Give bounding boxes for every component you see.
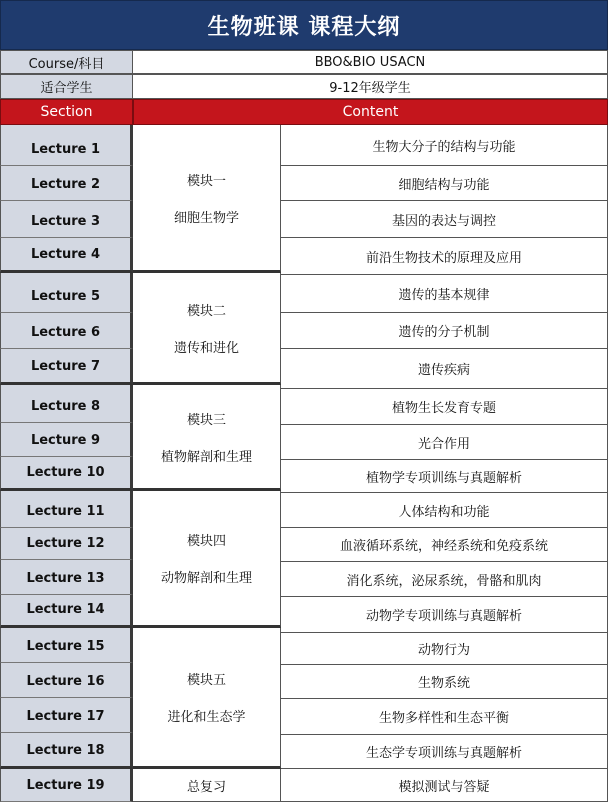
lecture-cell: Lecture 12	[0, 528, 133, 560]
module-name: 模块四	[186, 534, 226, 549]
students-label: 适合学生	[0, 74, 133, 99]
module-subject: 植物解剖和生理	[160, 449, 252, 465]
course-label: Course/科目	[0, 50, 133, 74]
lecture-cell: Lecture 6	[0, 313, 133, 349]
lecture-cell: Lecture 17	[0, 698, 133, 733]
module-cell	[133, 273, 281, 385]
lecture-cell: Lecture 16	[0, 663, 133, 698]
module-subject: 遗传和进化	[173, 340, 239, 356]
module-subject: 细胞生物学	[173, 210, 239, 226]
content-cell: 生态学专项训练与真题解析	[281, 735, 608, 769]
content-cell: 生物系统	[281, 665, 608, 699]
lecture-cell: Lecture 9	[0, 423, 133, 457]
page-title: 生物班课 课程大纲	[0, 0, 608, 50]
module-cell	[133, 385, 281, 491]
content-cell: 模拟测试与答疑	[281, 769, 608, 802]
module-cell	[133, 628, 281, 769]
lecture-cell: Lecture 3	[0, 201, 133, 238]
lecture-cell: Lecture 4	[0, 238, 133, 273]
content-cell: 血液循环系统，神经系统和免疫系统	[281, 528, 608, 562]
content-cell: 植物生长发育专题	[281, 389, 608, 425]
course-value: BBO&BIO USACN	[133, 50, 608, 74]
module-name: 模块三	[186, 412, 226, 428]
module-name: 模块五	[186, 673, 226, 688]
module-subject: 进化和生态学	[167, 710, 246, 725]
module-cell	[133, 769, 281, 802]
module-subject: 动物解剖和生理	[160, 571, 252, 586]
module-cell	[133, 491, 281, 628]
content-cell: 光合作用	[281, 425, 608, 460]
lecture-cell: Lecture 8	[0, 385, 133, 423]
lecture-cell: Lecture 13	[0, 560, 133, 595]
content-cell: 生物多样性和生态平衡	[281, 699, 608, 735]
content-cell: 前沿生物技术的原理及应用	[281, 238, 608, 275]
lecture-cell: Lecture 18	[0, 733, 133, 769]
content-cell: 消化系统，泌尿系统，骨骼和肌肉	[281, 562, 608, 597]
content-cell: 生物大分子的结构与功能	[281, 125, 608, 166]
content-cell: 遗传疾病	[281, 349, 608, 389]
lecture-cell: Lecture 7	[0, 349, 133, 385]
section-header: Section	[0, 99, 133, 125]
content-cell: 人体结构和功能	[281, 493, 608, 528]
module-name: 模块一	[186, 173, 226, 189]
table-header	[0, 99, 608, 125]
content-cell: 遗传的分子机制	[281, 313, 608, 349]
content-header: Content	[133, 99, 608, 125]
content-cell: 基因的表达与调控	[281, 201, 608, 238]
module-cell	[133, 125, 281, 273]
module-name: 总复习	[186, 779, 226, 795]
students-row	[0, 74, 608, 99]
content-cell: 植物学专项训练与真题解析	[281, 460, 608, 493]
lecture-cell: Lecture 11	[0, 491, 133, 528]
content-cell: 遗传的基本规律	[281, 275, 608, 313]
content-cell: 动物学专项训练与真题解析	[281, 597, 608, 633]
lecture-cell: Lecture 5	[0, 273, 133, 313]
lecture-cell: Lecture 2	[0, 166, 133, 201]
lecture-cell: Lecture 14	[0, 595, 133, 628]
lecture-cell: Lecture 19	[0, 769, 133, 802]
lecture-cell: Lecture 15	[0, 628, 133, 663]
course-row	[0, 50, 608, 74]
module-name: 模块二	[186, 303, 226, 319]
content-cell: 动物行为	[281, 633, 608, 665]
lecture-cell: Lecture 10	[0, 457, 133, 491]
content-cell: 细胞结构与功能	[281, 166, 608, 201]
lecture-cell: Lecture 1	[0, 125, 133, 166]
students-value: 9-12年级学生	[133, 74, 608, 99]
